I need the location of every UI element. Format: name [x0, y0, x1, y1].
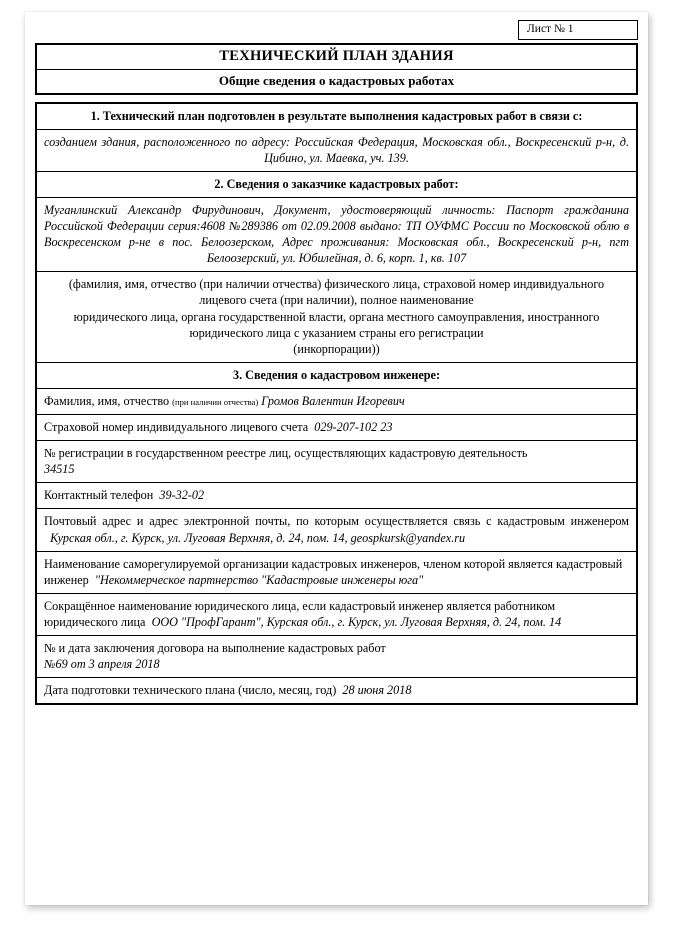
- row-full-name: [36, 388, 637, 414]
- row-label: Сокращённое наименование юридического лица, если кадастровый инженер является работником юридического лица: [44, 598, 556, 629]
- table-row: [36, 483, 637, 509]
- row-registration-number: [36, 441, 637, 483]
- row-value: Курская обл., г. Курск, ул. Луговая Верхняя, д. 24, пом. 14, geospkursk@yandex.ru: [50, 530, 466, 545]
- sheet-number-row: [35, 20, 638, 40]
- table-row: [36, 635, 637, 677]
- table-row: [36, 198, 637, 272]
- sheet-number-box: Лист № 1: [518, 20, 638, 40]
- row-sro-name: [36, 551, 637, 593]
- row-value: Громов Валентин Игоревич: [261, 393, 405, 408]
- table-row: [36, 509, 637, 551]
- section-2-footnote: [36, 272, 637, 362]
- table-row: [36, 441, 637, 483]
- row-postal-email: [36, 509, 637, 551]
- table-row: [36, 551, 637, 593]
- row-label: Наименование саморегулируемой организации кадастровых инженеров, членом которой является кадастровый инженер: [44, 556, 623, 587]
- row-value: ООО "ПрофГарант", Курская обл., г. Курск, ул. Луговая Верхняя, д. 24, пом. 14: [151, 614, 562, 629]
- table-row: [36, 171, 637, 197]
- footnote-line-2: юридического лица, органа государственной власти, органа местного самоуправления, иностранного юридического лица с указанием страны его регистрации: [73, 309, 600, 340]
- table-row: [36, 362, 637, 388]
- section-1-heading: 1. Технический план подготовлен в результате выполнения кадастровых работ в связи с:: [36, 103, 637, 130]
- section-2-body: Муганлинский Александр Фирудинович, Документ, удостоверяющий личность: Паспорт гражданина Российской Федерации серия:4608 №289386 от 02.09.2008 выдано: ТП ОУФМС России по Московской облю в Воскресенском р-не в пос. Белоозерском, Адрес проживания: Московская обл., Воскресенский р-н, пгт Белоозерский, ул. Юбилейная, д. 6, корп. 1, кв. 107: [36, 198, 637, 272]
- row-legal-entity: [36, 593, 637, 635]
- document-title: ТЕХНИЧЕСКИЙ ПЛАН ЗДАНИЯ: [37, 45, 636, 70]
- row-value: 029-207-102 23: [314, 420, 393, 435]
- section-2-heading: 2. Сведения о заказчике кадастровых работ:: [36, 171, 637, 197]
- row-value: 34515: [44, 462, 75, 477]
- row-snils: [36, 415, 637, 441]
- document-page: [25, 12, 648, 905]
- row-preparation-date: [36, 678, 637, 705]
- row-phone: [36, 483, 637, 509]
- document-subtitle: Общие сведения о кадастровых работах: [218, 72, 455, 88]
- table-row: [36, 678, 637, 705]
- table-row: [36, 129, 637, 171]
- main-document-table: [35, 102, 638, 706]
- row-value: 28 июня 2018: [342, 683, 412, 698]
- page-content: [35, 20, 638, 705]
- table-row: [36, 103, 637, 130]
- table-row: [36, 388, 637, 414]
- row-label: Контактный телефон: [44, 488, 154, 503]
- section-3-heading: 3. Сведения о кадастровом инженере:: [36, 362, 637, 388]
- row-label: № и дата заключения договора на выполнение кадастровых работ: [44, 640, 386, 655]
- row-value: "Некоммерческое партнерство "Кадастровые инженеры юга": [94, 572, 424, 587]
- row-label: Дата подготовки технического плана (число, месяц, год): [44, 683, 337, 698]
- footnote-line-1: (фамилия, имя, отчество (при наличии отчества) физического лица, страховой номер индивидуального лицевого счета (при наличии), полное наименование: [68, 277, 605, 308]
- row-label: Фамилия, имя, отчество: [44, 393, 170, 408]
- row-value: 39-32-02: [159, 488, 205, 503]
- row-contract: [36, 635, 637, 677]
- table-row: [36, 272, 637, 362]
- section-1-body: созданием здания, расположенного по адресу: Российская Федерация, Московская обл., Воскресенский р-н, д. Цибино, ул. Маевка, уч. 139.: [36, 129, 637, 171]
- row-label: Страховой номер индивидуального лицевого счета: [44, 420, 309, 435]
- row-label: № регистрации в государственном реестре лиц, осуществляющих кадастровую деятельность: [44, 446, 528, 461]
- row-value: №69 от 3 апреля 2018: [44, 657, 160, 672]
- row-label-note: (при наличии отчества): [172, 396, 259, 407]
- document-title-block: [35, 43, 638, 95]
- table-row: [36, 593, 637, 635]
- footnote-line-3: (инкорпорации)): [293, 341, 380, 356]
- table-row: [36, 415, 637, 441]
- row-label: Почтовый адрес и адрес электронной почты, по которым осуществляется связь с кадастровым инженером: [44, 514, 629, 529]
